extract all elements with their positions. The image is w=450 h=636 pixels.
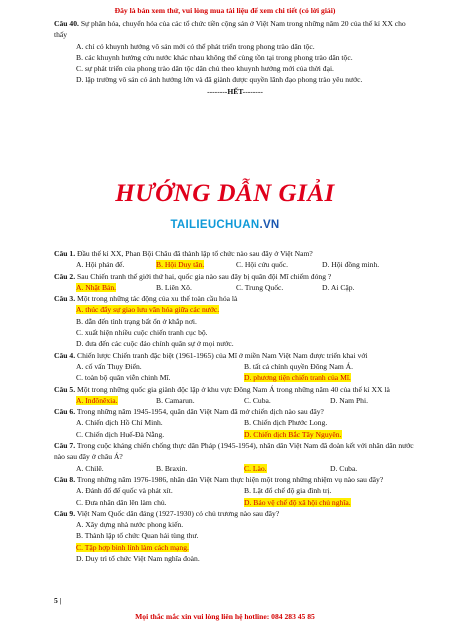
logo-text-domain: .VN <box>259 219 280 231</box>
question-number: Câu 5. <box>54 384 76 394</box>
option-d: D. Hội đồng minh. <box>322 260 380 270</box>
question-6 <box>54 406 416 440</box>
option-c-correct: C. Lào. <box>244 463 267 473</box>
question-text: Chiến lược Chiến tranh đặc biệt (1961-1965) của Mĩ ở miền Nam Việt Nam được triển khai với <box>77 350 368 360</box>
option-b: B. các khuynh hướng cứu nước khác nhau không thể cùng tồn tại trong phong trào dân tộc. <box>76 52 353 62</box>
option-a: A. cố vấn Thụy Điển. <box>76 361 142 371</box>
end-mark: --------HẾT-------- <box>207 86 263 96</box>
question-text: Việt Nam Quốc dân đảng (1927-1930) có chủ trương nào sau đây? <box>76 508 280 518</box>
question-number: Câu 8. <box>54 474 76 484</box>
option-d-correct: D. phương tiện chiến tranh của Mĩ. <box>244 373 351 383</box>
question-3 <box>54 293 416 349</box>
question-number: Câu 4. <box>54 350 76 360</box>
option-d: D. Duy trì tổ chức Việt Nam nghĩa đoàn. <box>76 554 200 564</box>
preview-banner: Đây là bản xem thử, vui lòng mua tài liệu để xem chi tiết (có lời giải) <box>114 6 336 15</box>
question-text: Sự phân hóa, chuyển hóa của các tổ chức tiền cộng sản ở Việt Nam trong những năm 20 của thế kỉ XX cho thấy <box>54 19 406 40</box>
option-a-correct: A. thúc đẩy sự giao lưu văn hóa giữa các nước. <box>76 305 220 315</box>
option-a: A. Chiến dịch Hồ Chí Minh. <box>76 418 163 428</box>
question-40 <box>54 18 416 97</box>
question-2 <box>54 271 416 294</box>
option-a-correct: A. Inđônêxia. <box>76 395 118 405</box>
question-7 <box>54 440 416 474</box>
question-text: Trong những năm 1976-1986, nhân dân Việt Nam thực hiện một trong những nhiệm vụ nào sau đây? <box>76 474 384 484</box>
option-c: C. Chiến dịch Huế-Đà Nẵng. <box>76 429 165 439</box>
option-c: C. toàn bộ quân viễn chinh Mĩ. <box>76 373 171 383</box>
option-c-correct: C. Tập hợp binh lính làm cách mạng. <box>76 542 189 552</box>
option-a: A. Xây dựng nhà nước phong kiến. <box>76 520 184 530</box>
logo-text-main: TAILIEUCHUAN <box>170 219 260 231</box>
question-number: Câu 1. <box>54 249 76 258</box>
question-5 <box>54 384 416 407</box>
hotline-footer: Mọi thắc mắc xin vui lòng liên hệ hotline: 084 283 45 85 <box>135 612 315 621</box>
question-number: Câu 3. <box>54 294 76 304</box>
option-c: C. Đưa nhân dân lên làm chủ. <box>76 497 167 507</box>
question-9 <box>54 508 416 564</box>
question-text: Đầu thế kỉ XX, Phan Bội Châu đã thành lập tổ chức nào sau đây ở Việt Nam? <box>77 249 313 258</box>
question-4 <box>54 350 416 384</box>
option-b: B. Camarun. <box>156 395 195 405</box>
option-d: D. Nam Phi. <box>330 395 368 405</box>
option-a: A. Chilê. <box>76 463 104 473</box>
option-c: C. Hội cứu quốc. <box>236 260 288 270</box>
question-text: Trong những năm 1945-1954, quân dân Việt Nam đã mở chiến dịch nào sau đây? <box>76 407 324 417</box>
option-c: C. sự phát triển của phong trào dân tộc dân chủ theo khuynh hướng mới của thời đại. <box>76 64 334 74</box>
option-a-correct: A. Nhật Bản. <box>76 282 117 292</box>
question-text: Sau Chiến tranh thế giới thứ hai, quốc gia nào sau đây bị quân đội Mĩ chiếm đóng ? <box>77 271 332 281</box>
question-8 <box>54 474 416 508</box>
option-b-correct: B. Hội Duy tân. <box>156 260 205 270</box>
question-number: Câu 40. <box>54 19 79 28</box>
question-number: Câu 6. <box>54 407 76 417</box>
option-b: B. Lật đổ chế độ gia đình trị. <box>244 486 332 496</box>
option-c: C. Trung Quốc. <box>236 282 284 292</box>
option-b: B. tất cả chính quyền Đông Nam Á. <box>244 361 354 371</box>
answers-list <box>54 248 416 564</box>
answer-section-title: HƯỚNG DẪN GIẢI <box>115 180 335 207</box>
question-text: Một trong những quốc gia giành độc lập ở khu vực Đông Nam Á trong những năm 40 của thế kỉ XX là <box>77 384 390 394</box>
option-b: B. Braxin. <box>156 463 188 473</box>
option-a: A. Đánh đổ đế quốc và phát xít. <box>76 486 173 496</box>
option-b: B. dẫn đến tình trạng bất ổn ở khắp nơi. <box>76 316 197 326</box>
option-c: C. Cuba. <box>244 395 271 405</box>
option-d: D. Cuba. <box>330 463 358 473</box>
option-d-correct: D. Bảo vệ chế độ xã hội chủ nghĩa. <box>244 497 351 507</box>
question-number: Câu 9. <box>54 508 76 518</box>
option-d-correct: D. Chiến dịch Bắc Tây Nguyên. <box>244 429 342 439</box>
option-d: D. Ai Cập. <box>322 282 355 292</box>
site-logo <box>0 219 450 231</box>
option-b: B. Chiến dịch Phước Long. <box>244 418 328 428</box>
page-number: 5 | <box>54 596 62 605</box>
option-c: C. xuất hiện nhiều cuộc chiến tranh cục bộ. <box>76 328 208 338</box>
option-b: B. Liên Xô. <box>156 282 192 292</box>
option-d: D. đưa đến các cuộc đảo chính quân sự ở mọi nước. <box>76 339 234 349</box>
question-1 <box>54 248 416 271</box>
question-text: Một trong những tác động của xu thế toàn cầu hóa là <box>77 294 238 304</box>
question-text: Trong cuộc kháng chiến chống thực dân Pháp (1945-1954), nhân dân Việt Nam đã đoàn kết với nhân dân nước nào sau đây ở châu Á? <box>54 441 414 462</box>
question-number: Câu 7. <box>54 441 76 451</box>
question-number: Câu 2. <box>54 271 76 281</box>
option-a: A. chỉ có khuynh hướng vô sản mới có thể phát triển trong phong trào dân tộc. <box>76 41 315 51</box>
option-b: B. Thành lập tổ chức Quan hải tùng thư. <box>76 531 199 541</box>
option-d: D. lập trường vô sản có ảnh hưởng lớn và đã giành được quyền lãnh đạo phong trào yêu nước. <box>76 75 363 85</box>
option-a: A. Hội phản đế. <box>76 260 125 270</box>
